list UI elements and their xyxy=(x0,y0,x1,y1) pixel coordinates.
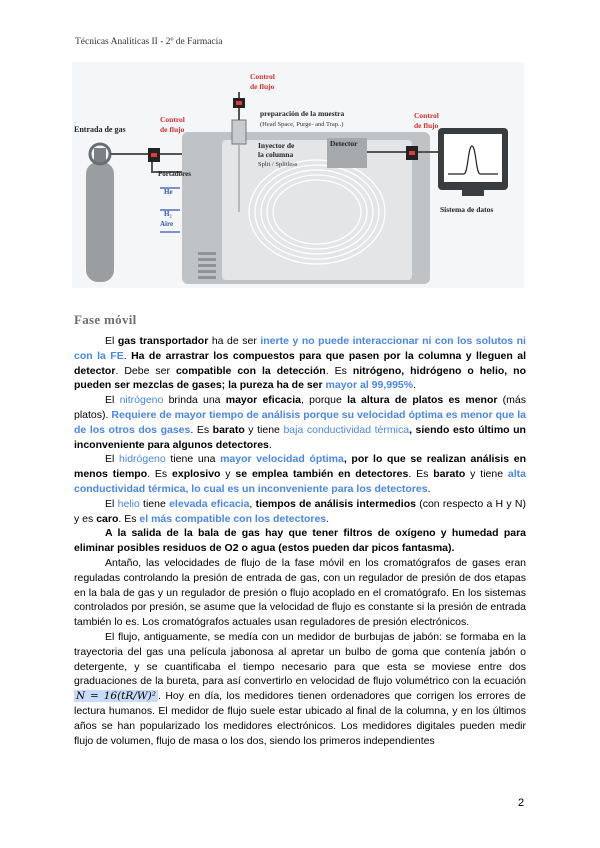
p3-h: y xyxy=(220,468,236,481)
label-preparacion-sub: (Head Space, Purge- and Trap..) xyxy=(260,121,344,128)
p4-b: helio xyxy=(117,497,140,510)
diagram-svg xyxy=(72,62,524,288)
p2-h: Requiere de mayor tiempo de análisis porque su velocidad óptima es menor que la de los otros dos gases xyxy=(74,408,526,436)
label-preparacion: preparación de la muestra xyxy=(260,109,345,118)
gas-cylinder xyxy=(86,162,114,282)
paragraph-2 xyxy=(74,393,526,452)
label-sistema: Sistema de datos xyxy=(440,205,494,214)
section-title: Fase móvil xyxy=(74,312,137,327)
p3-c: tiene una xyxy=(165,453,221,466)
p2-m: , siendo esto último un inconveniente para algunos detectores xyxy=(74,423,526,451)
p3-b: hidrógeno xyxy=(119,453,166,466)
p4-c: tiene xyxy=(139,497,170,510)
paragraph-7 xyxy=(74,630,526,748)
label-control-right-1: Control xyxy=(414,111,439,120)
paragraph-5: A la salida de la bala de gas hay que tener filtros de oxígeno y humedad para eliminar posibles residuos de O2 o agua (estos pueden dar picos fantasma). xyxy=(74,527,526,555)
paragraph-1 xyxy=(74,334,526,393)
p4-h: caro xyxy=(96,512,119,525)
p3-j: . Es xyxy=(408,468,434,481)
plate-number-equation: N = 16(tR/W)² xyxy=(76,690,156,703)
label-inyector-1: Inyector de xyxy=(258,141,295,150)
label-portadores: Portadores xyxy=(158,170,191,178)
p2-e: , porque xyxy=(301,394,348,407)
p3-n: . xyxy=(427,482,431,495)
label-control-top-1: Control xyxy=(250,72,275,81)
p4-i: . Es xyxy=(118,512,140,525)
p1-b: gas transportador xyxy=(117,335,209,347)
p1-c: ha de ser xyxy=(208,335,261,347)
label-control-top-2: de flujo xyxy=(250,82,275,91)
page-header: Técnicas Analíticas II - 2º de Farmacia xyxy=(75,37,223,47)
p7-a: El flujo, antiguamente, se medía con un medidor de burbujas de jabón: se formaba en la trayectoria del gas una película jabonosa al apretar un bulbo de goma que contenía jabón o detergente, y se cuantificaba el tiempo necesario para que esta se moviese entre dos graduaciones de la bureta, para así convertirlo en velocidad de flujo volumétrico con la ecuación xyxy=(74,630,526,688)
p2-j: barato xyxy=(212,423,245,436)
p1-l: . xyxy=(413,379,417,392)
label-inyector-3: Split / Splitless xyxy=(258,161,298,168)
injector xyxy=(232,120,246,144)
p2-c: brinda una xyxy=(163,394,226,407)
p4-g: (con respecto a H y N) y es xyxy=(74,497,526,525)
p2-g: (más platos). xyxy=(74,394,527,421)
label-control-left-1: Control xyxy=(160,115,185,124)
p1-a: El xyxy=(105,335,118,347)
p4-f: tiempos de análisis intermedios xyxy=(255,497,416,510)
label-inyector-2: la columna xyxy=(258,150,294,159)
paragraph-3 xyxy=(74,452,526,496)
p3-m: alta conductividad térmica, lo cual es un inconveniente para los detectores xyxy=(74,468,526,495)
p2-f: la altura de platos es menor xyxy=(347,394,498,407)
label-he: He xyxy=(164,188,173,196)
p3-k: barato xyxy=(433,468,466,481)
p4-k: . xyxy=(326,512,330,525)
p2-n: . xyxy=(268,438,272,451)
p4-a: El xyxy=(105,497,118,510)
label-control-right-2: de flujo xyxy=(414,121,439,130)
p7-b: . Hoy en día, los medidores tienen ordenadores que corrigen los errores de lectura humanos. El medidor de flujo suele estar ubicado al final de la columna, y en los últimos años se han popularizado los medidores electrónicos. Los medidores digitales pueden medir flujo de volumen, flujo de masa o los dos, siendo los primeros independientes xyxy=(74,690,526,747)
p2-a: El xyxy=(105,394,120,407)
p2-k: y tiene xyxy=(244,423,284,436)
p4-j: el más compatible con los detectores xyxy=(139,512,327,525)
p3-i: se emplea también en detectores xyxy=(235,468,409,481)
label-control-left-2: de flujo xyxy=(160,125,185,134)
p4-e: , xyxy=(249,497,256,510)
page-number: 2 xyxy=(518,797,525,809)
label-entrada-gas: Entrada de gas xyxy=(74,125,126,134)
p1-i: . Es xyxy=(325,364,353,377)
p3-l: y tiene xyxy=(465,468,508,481)
p1-h: compatible con la detección xyxy=(175,364,326,377)
p4-d: elevada eficacia xyxy=(169,497,250,510)
p1-g: . Debe ser xyxy=(115,364,176,377)
p3-g: explosivo xyxy=(172,468,221,481)
paragraph-6: Antaño, las velocidades de flujo de la fase móvil en los cromatógrafos de gases eran reguladas controlando la presión de entrada de gas, con un regulador de presión de dos etapas en la bala de gas y un regulador de presión o flujo acoplado en el cromatógrafo. En los sistemas controlados por presión, se asume que la velocidad de flujo es constante si la presión de entrada también lo es. Los cromatógrafos actuales usan reguladores de presión electrónicos. xyxy=(74,556,526,629)
p3-f: . Es xyxy=(147,468,173,481)
gas-chromatograph-diagram xyxy=(72,62,524,288)
paragraph-4 xyxy=(74,497,526,527)
label-h2: H₂ xyxy=(164,210,172,218)
p2-i: . Es xyxy=(190,423,213,436)
body-text xyxy=(74,334,526,748)
p1-f: Ha de arrastrar los compuestos para que pasen por la columna y lleguen al detector xyxy=(74,349,526,377)
p3-e: , por lo que se realizan análisis en menos tiempo xyxy=(74,453,526,481)
p3-d: mayor velocidad óptima xyxy=(220,453,344,466)
label-detector: Detector xyxy=(330,139,358,148)
p1-j: nitrógeno, hidrógeno o helio, no pueden ser mezclas de gases; la pureza ha de ser xyxy=(74,364,527,392)
p1-e: . xyxy=(123,349,132,362)
p1-d: inerte y no puede interaccionar ni con los solutos ni con la FE xyxy=(74,335,526,362)
p3-a: El xyxy=(105,453,120,466)
p2-b: nitrógeno xyxy=(119,394,164,407)
p1-k: mayor al 99,995% xyxy=(325,379,414,392)
p2-l: baja conductividad térmica xyxy=(283,423,410,436)
p2-d: mayor eficacia xyxy=(225,394,301,407)
label-aire: Aire xyxy=(160,220,174,228)
